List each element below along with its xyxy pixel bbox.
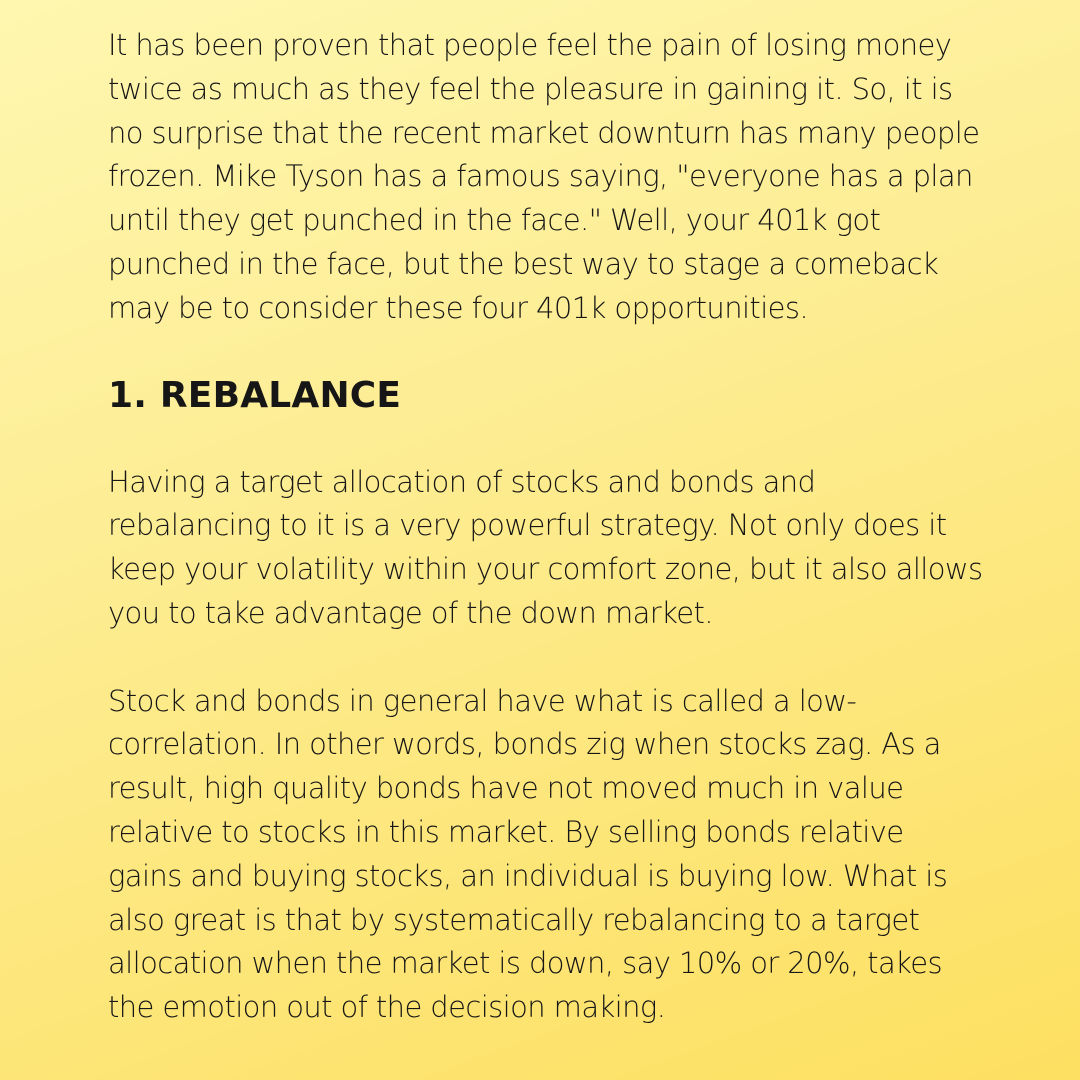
rebalance-paragraph-1: Having a target allocation of stocks and bonds and rebalancing to it is a very powerful strategy. Not only does it keep your volatility within your comfort zone, but it also allows you to take advantage of the down market. [108,464,983,630]
intro-paragraph: It has been proven that people feel the pain of losing money twice as much as they feel the pleasure in gaining it. So, it is no surprise that the recent market downturn has many people frozen. Mike Tyson has a famous saying, "everyone has a plan until they get punched in the face." Well, your 401k got punched in the face, but the best way to stage a comeback may be to consider these four 401k opportunities. [108,28,980,325]
rebalance-paragraph-2: Stock and bonds in general have what is called a low-correlation. In other words, bonds zig when stocks zag. As a result, high quality bonds have not moved much in value relative to stocks in this market. By selling bonds relative gains and buying stocks, an individual is buying low. What is also great is that by systematically rebalancing to a target allocation when the market is down, say 10% or 20%, takes the emotion out of the decision making. [108,683,948,1025]
section-heading-rebalance: 1. REBALANCE [108,374,402,416]
paragraph-spacer [108,636,984,680]
